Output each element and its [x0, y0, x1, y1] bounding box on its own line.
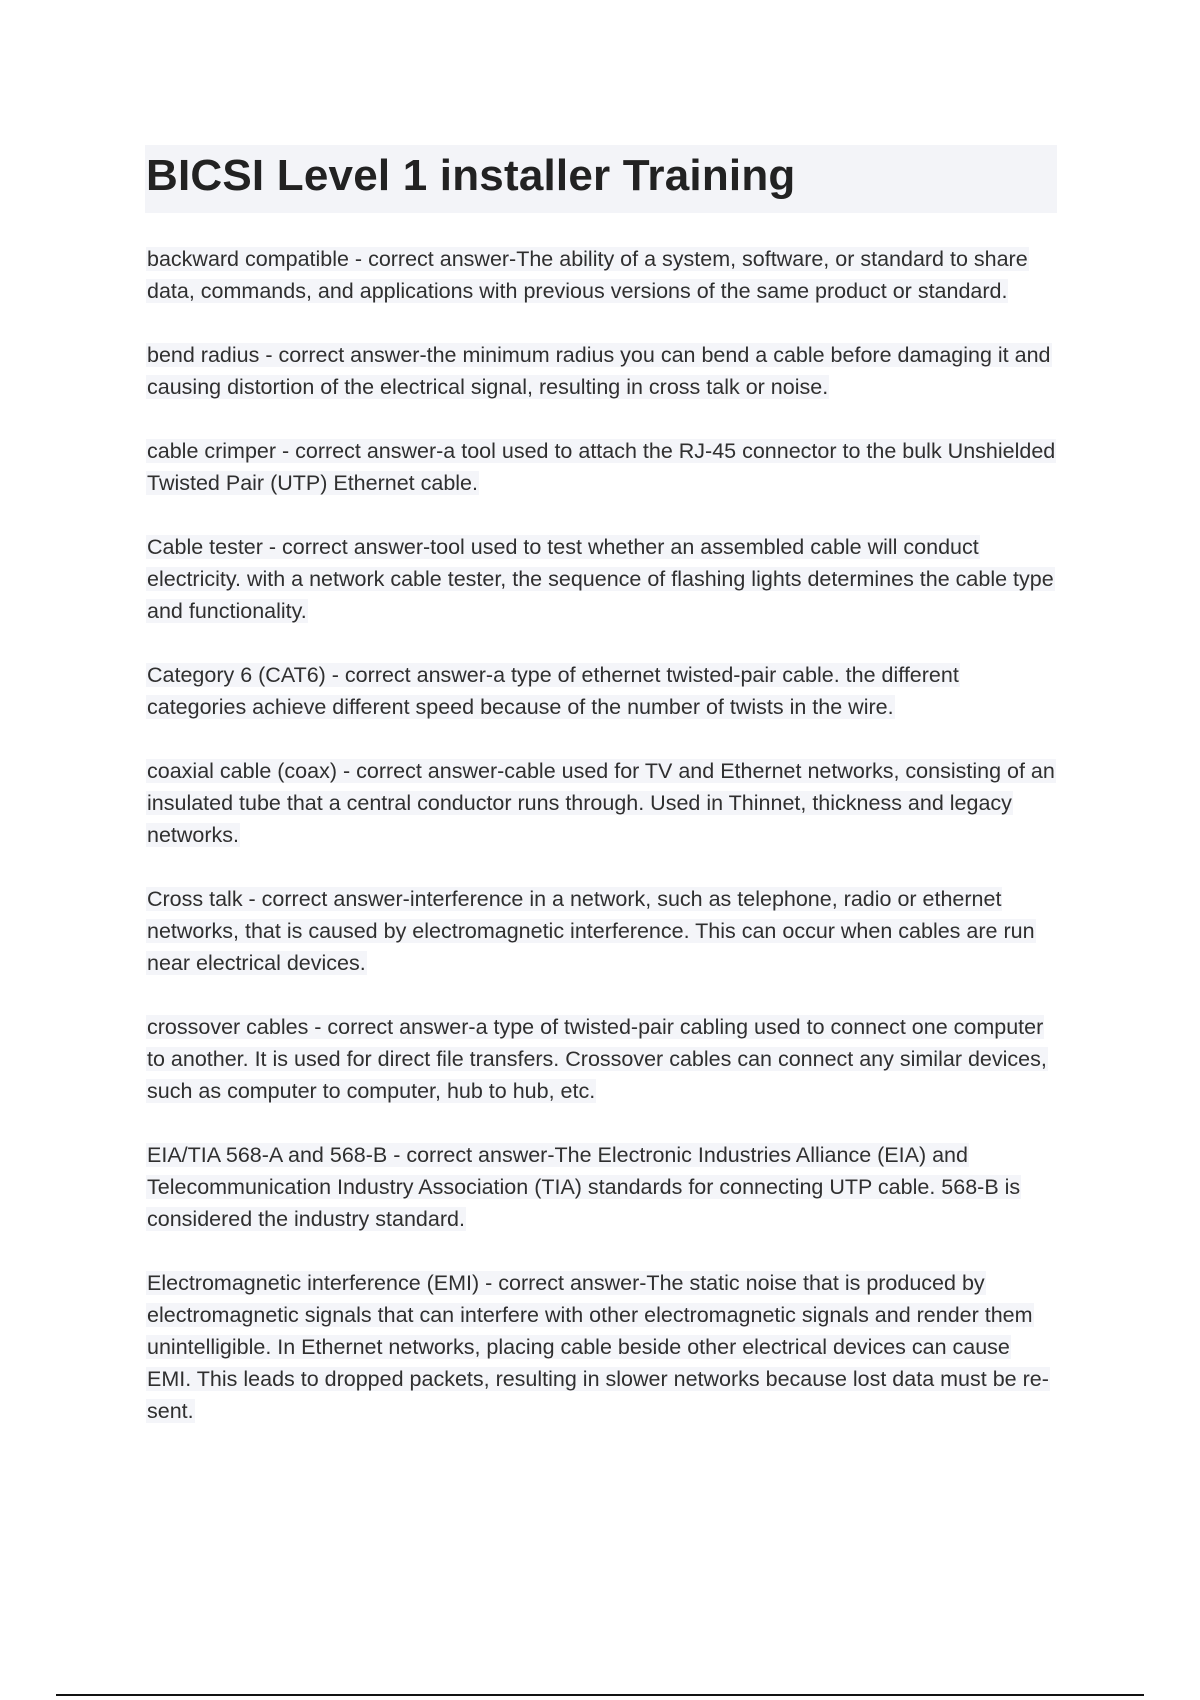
entry-text: Electromagnetic interference (EMI) - correct answer-The static noise that is produced by electromagnetic signals that can interfere with other electromagnetic signals and render them unintelligible. In Ethernet networks, placing cable beside other electrical devices can cause EMI. This leads to dropped packets, resulting in slower networks because lost data must be re-sent.	[147, 1271, 1049, 1423]
entry-text: Category 6 (CAT6) - correct answer-a type of ethernet twisted-pair cable. the different categories achieve different speed because of the number of twists in the wire.	[147, 663, 959, 719]
glossary-entry	[146, 435, 1056, 499]
glossary-entry	[146, 339, 1056, 403]
page-title: BICSI Level 1 installer Training	[146, 151, 796, 200]
glossary-entry	[146, 659, 1056, 723]
glossary-entry	[146, 1139, 1056, 1235]
footer-divider	[56, 1694, 1144, 1696]
entry-text: crossover cables - correct answer-a type of twisted-pair cabling used to connect one computer to another. It is used for direct file transfers. Crossover cables can connect any similar devices, such as computer to computer, hub to hub, etc.	[147, 1015, 1047, 1103]
glossary-entry	[146, 1011, 1056, 1107]
entry-text: bend radius - correct answer-the minimum radius you can bend a cable before damaging it and causing distortion of the electrical signal, resulting in cross talk or noise.	[147, 343, 1051, 399]
entry-text: Cable tester - correct answer-tool used to test whether an assembled cable will conduct electricity. with a network cable tester, the sequence of flashing lights determines the cable type and functionality.	[147, 535, 1054, 623]
glossary-entry	[146, 755, 1056, 851]
entry-text: cable crimper - correct answer-a tool used to attach the RJ-45 connector to the bulk Unshielded Twisted Pair (UTP) Ethernet cable.	[147, 439, 1056, 495]
glossary-entry	[146, 531, 1056, 627]
entry-text: Cross talk - correct answer-interference in a network, such as telephone, radio or ethernet networks, that is caused by electromagnetic interference. This can occur when cables are run near electrical devices.	[147, 887, 1035, 975]
glossary-entry	[146, 1267, 1056, 1427]
entry-text: EIA/TIA 568-A and 568-B - correct answer-The Electronic Industries Alliance (EIA) and Telecommunication Industry Association (TIA) standards for connecting UTP cable. 568-B is considered the industry standard.	[147, 1143, 1021, 1231]
entry-text: backward compatible - correct answer-The ability of a system, software, or standard to share data, commands, and applications with previous versions of the same product or standard.	[147, 247, 1028, 303]
glossary-entry	[146, 883, 1056, 979]
glossary-entries	[146, 243, 1056, 1459]
entry-text: coaxial cable (coax) - correct answer-cable used for TV and Ethernet networks, consisting of an insulated tube that a central conductor runs through. Used in Thinnet, thickness and legacy networks.	[147, 759, 1055, 847]
glossary-entry	[146, 243, 1056, 307]
